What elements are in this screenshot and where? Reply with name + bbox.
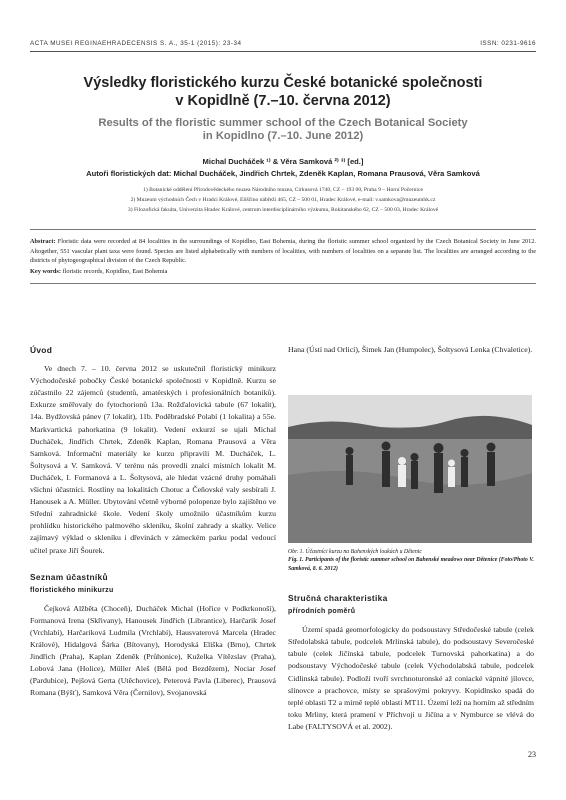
subtitle-line-2: in Kopidlno (7.–10. June 2012) [202, 130, 364, 142]
figure-caption [288, 548, 538, 573]
article-subtitle [30, 117, 536, 143]
caption-czech: Obr. 1. Účastníci kurzu na Bahenských loukách u Dětenic [288, 549, 422, 555]
section-heading-strucna: Stručná charakteristika [288, 593, 388, 603]
keywords [30, 268, 536, 275]
article-title [30, 74, 536, 110]
running-header [30, 40, 536, 47]
abstract-top-rule [30, 229, 536, 230]
left-column [30, 344, 276, 700]
keywords-label: Key words: [30, 268, 61, 275]
journal-citation: ACTA MUSEI REGINAEHRADECENSIS S. A., 35-1 (2015): 23-34 [30, 40, 242, 47]
keywords-text: floristic records, Kopidlno, East Bohemia [62, 268, 168, 275]
section-subheading-strucna: přírodních poměrů [288, 608, 356, 616]
strucna-paragraph: Území spadá geomorfologicky do podsoustavy Středočeské tabule (celek Středolabská tabule, podcelek Mrlinská tabule), do podsoustavy Severočeské tabule (celek Jičínská tabule, podcelek Turnovská pahorkatina) a do podsoustavy Východočeské tabule (celek Východolabská tabule, podcelek Cidlinská tabule). Podloží tvoří svrchnoturonské až coniacké vápnité jílovce, slínovce a prachovce, místy se sprašovými pokryvy. Kopidlnsko spadá do teplé oblasti T2 a mírně teplé oblasti MT11. Území leží na horním až středním toku Mrliny, která pramení v Příchvoji u Jičína a v Nymburce se vlévá do Labe (FALTYSOVÁ et al. 2002). [288, 625, 534, 731]
affiliation-3: 3) Filozofická fakulta, Univerzita Hradec Králové, centrum interdisciplinárního výzkumu, Rokitanského 62, CZ – 500 03, Hradec Králové [127, 207, 439, 213]
abstract-text: Floristic data were recorded at 84 localities in the surroundings of Kopidlno, East Bohemia, during the floristic summer school organized by the Czech Botanical Society in June 2012. Altogether, 551 vascular plant taxa were found. Species are listed alphabetically with numbers of localities, with numbers of localities on a separate list. The localities are arranged according to the districts of phytogeographical division of the Czech Republic. [30, 238, 536, 265]
title-line-2: v Kopidlně (7.–10. června 2012) [175, 93, 391, 109]
participants-continued: Hana (Ústí nad Orlicí), Šimek Jan (Humpolec), Šoltysová Lenka (Chvaletice). [288, 345, 533, 354]
right-column-top [288, 344, 534, 356]
authors [30, 156, 536, 180]
participants-paragraph: Čejková Alžběta (Choceň), Ducháček Michal (Hořice v Podkrkonoší), Formanová Irena (Skřivany), Hanousek Jindřich (Librantice), Harčarik Josef (Vrchlabí), Harčariková Ludmila (Vrchlabí), Hausvaterová Marcela (Hradec Králové), Hidalgová Šárka (Bítovany), Horodyská Eliška (Brno), Chrtek Jindřich (Praha), Kaplan Zdeněk (Průhonice), Kuželka Vítězslav (Praha), Lobová Jana (Holice), Müller Aleš (Bělá pod Bezdězem), Nociar Josef (Pardubice), Pejšová Gerta (Utěchovice), Peterová Pavla (Liberec), Prausová Romana (Býšť), Samková Věra (Černilov), Svojanovská [30, 603, 276, 698]
section-heading-uvod: Úvod [30, 345, 53, 355]
abstract-bottom-rule [30, 283, 536, 284]
uvod-paragraph: Ve dnech 7. – 10. června 2012 se uskutečnil floristický minikurz Východočeské pobočky České botanické společnosti v Kopidlně. Kurzu se zúčastnilo 22 zájemců (studentů, amatérských i profesionálních botaniků). Exkurze směřovaly do fytochorionů 13a. Rožďalovická tabule (67 lokalit), 14a. Bydžovská pánev (7 lokalit), 11b. Poděbradské Polabí (1 lokalita) a 55e. Markvartická pahorkatina (9 lokalit). Vedení exkurzí se ujali Michal Ducháček, Jindřich Chrtek, Zdeněk Kaplan, Romana Prausová a Věra Samková. Informační materiály ke kurzu připravili M. Ducháček, L. Šoltysová a V. Samková. V terénu nás provedli znalci místních lokalit M. Ducháček, I. Formanová a L. Šoltysová, ale hledat vzácné druhy pomáhali všichni účastníci. Rostliny na lokalitách Chotuc a Čeňovské valy sesbírali J. Hanousek a A. Müller. Ubytování včetně výborné polopenze bylo zajištěno ve Střední zahradnické škole. Vedení školy umožnilo účastníkům kurzu prohlídku historického palmového skleníku, školní zahrady a skalky. Velice zajímavý výklad o skleníku i dřevinách v zámeckém parku podal vedoucí učitel praxe Jiří Šourek. [30, 364, 276, 555]
editors-line: Michal Ducháček ¹⁾ & Věra Samková ²⁾ ³⁾ [ed.] [202, 157, 364, 166]
page-number: 23 [528, 750, 536, 759]
subtitle-line-1: Results of the floristic summer school of the Czech Botanical Society [98, 117, 468, 129]
header-rule [30, 51, 536, 52]
section-heading-seznam: Seznam účastníků [30, 571, 108, 582]
photo-participants-image [288, 395, 532, 543]
affiliations [30, 185, 536, 215]
abstract [30, 237, 536, 266]
field-photo [288, 395, 532, 543]
affiliation-1: 1) Botanické oddělení Přírodovědeckého muzea Národního muzea, Cirkusová 1740, CZ – 193 00, Praha 9 – Horní Počernice [143, 187, 423, 193]
caption-english: Fig. 1. Participants of the floristic summer school on Bahenské meadows near Dětenice (Foto/Photo V. Samková, 8. 6. 2012) [288, 557, 534, 572]
affiliation-2: 2) Muzeum východních Čech v Hradci Králové, Eliščino nábřeží 465, CZ – 500 01, Hradec Králové, e-mail: v.samkova@muzeumhk.cz [130, 197, 436, 203]
data-authors-line: Autoři floristických dat: Michal Ducháček, Jindřich Chrtek, Zdeněk Kaplan, Romana Prausová, Věra Samková [86, 169, 480, 178]
abstract-label: Abstract: [30, 238, 56, 245]
title-line-1: Výsledky floristického kurzu České botanické společnosti [83, 75, 483, 91]
section-subheading-seznam: floristického minikurzu [30, 586, 114, 594]
right-column-bottom [288, 592, 534, 733]
issn: ISSN: 0231-9616 [480, 40, 536, 47]
